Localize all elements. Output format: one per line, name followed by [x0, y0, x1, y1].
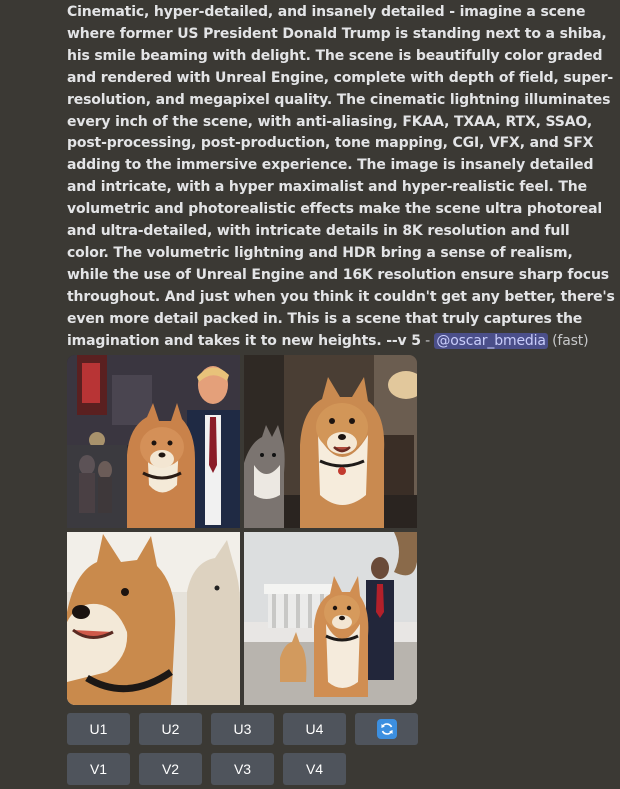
image-3-scene	[67, 532, 240, 705]
upscale-1-button[interactable]: U1	[67, 713, 130, 745]
grid-image-3[interactable]	[67, 532, 240, 705]
image-1-scene	[67, 355, 240, 528]
variation-2-button[interactable]: V2	[139, 753, 202, 785]
refresh-icon	[377, 719, 397, 739]
reroll-button[interactable]	[355, 713, 418, 745]
prompt-separator: -	[420, 332, 435, 349]
upscale-4-button[interactable]: U4	[283, 713, 346, 745]
grid-image-4[interactable]	[244, 532, 417, 705]
generation-mode: (fast)	[547, 332, 589, 349]
image-grid[interactable]	[67, 355, 417, 705]
variation-1-button[interactable]: V1	[67, 753, 130, 785]
prompt-text	[67, 2, 615, 353]
image-2-scene	[244, 355, 417, 528]
message-content	[67, 2, 615, 353]
variation-4-button[interactable]: V4	[283, 753, 346, 785]
grid-image-1[interactable]	[67, 355, 240, 528]
user-mention[interactable]: @oscar_bmedia	[436, 332, 546, 349]
upscale-3-button[interactable]: U3	[211, 713, 274, 745]
grid-image-2[interactable]	[244, 355, 417, 528]
image-4-scene	[244, 532, 417, 705]
upscale-2-button[interactable]: U2	[139, 713, 202, 745]
prompt-body: Cinematic, hyper-detailed, and insanely detailed - imagine a scene where former US President Donald Trump is standing next to a shiba, his smile beaming with delight. The scene is beautifully color graded and rendered with Unreal Engine, complete with depth of field, super-resolution, and megapixel quality. The cinematic lightning illuminates every inch of the scene, with anti-aliasing, FKAA, TXAA, RTX, SSAO, post-processing, post-production, tone mapping, CGI, VFX, and SFX adding to the immersive experience. The image is insanely detailed and intricate, with a hyper maximalist and hyper-realistic feel. The volumetric and photorealistic effects make the scene ultra photoreal and ultra-detailed, with intricate details in 8K resolution and full color. The volumetric lightning and HDR bring a sense of realism, while the use of Unreal Engine and 16K resolution ensure sharp focus throughout. And just when you think it couldn't get any better, there's even more detail packed in. This is a scene that truly captures the imagination and takes it to new heights. --v 5	[67, 4, 615, 349]
variation-3-button[interactable]: V3	[211, 753, 274, 785]
